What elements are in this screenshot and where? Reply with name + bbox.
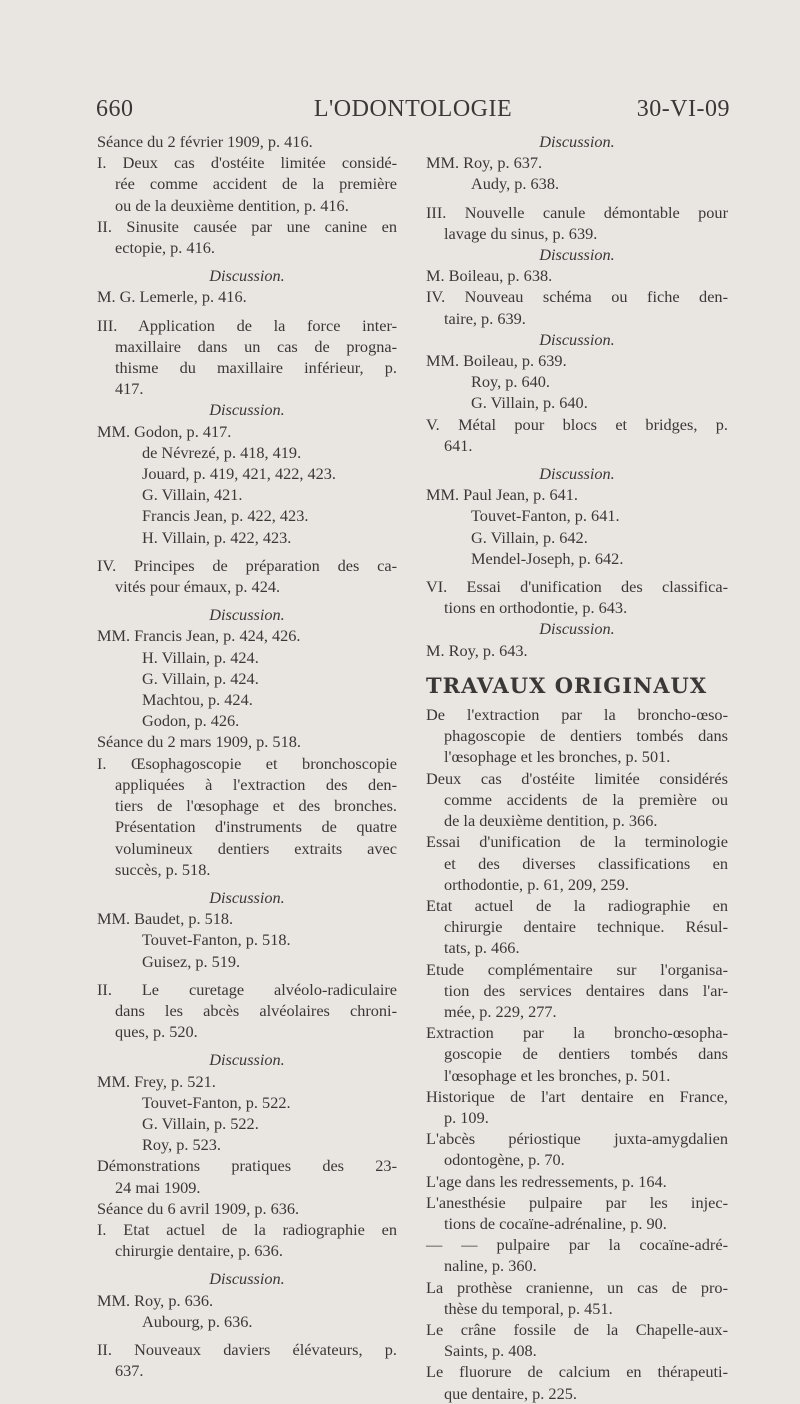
index-line: V. Métal pour blocs et bridges, p.	[426, 414, 728, 434]
index-line: ou de la deuxième dentition, p. 416.	[115, 195, 349, 215]
index-line: chirurgie dentaire, p. 636.	[115, 1241, 283, 1261]
index-line: rée comme accident de la première	[115, 174, 397, 194]
index-line: — — pulpaire par la cocaïne-adré-	[426, 1235, 728, 1255]
index-line: ques, p. 520.	[115, 1022, 198, 1042]
index-line: Guisez, p. 519.	[142, 951, 241, 971]
index-line: I. Œsophagoscopie et bronchoscopie	[97, 753, 397, 773]
index-line: MM. Godon, p. 417.	[97, 421, 232, 441]
index-line: Aubourg, p. 636.	[142, 1311, 253, 1331]
index-line: vités pour émaux, p. 424.	[115, 577, 281, 597]
index-line: 641.	[444, 435, 473, 455]
index-line: G. Villain, p. 640.	[471, 393, 588, 413]
page-number: 660	[96, 96, 134, 122]
index-line: Démonstrations pratiques des 23-	[97, 1156, 397, 1176]
index-line: H. Villain, p. 422, 423.	[142, 527, 292, 547]
index-line: III. Application de la force inter-	[97, 315, 397, 335]
index-line: De l'extraction par la broncho-œso-	[426, 705, 728, 725]
index-line: Roy, p. 523.	[142, 1135, 221, 1155]
index-line: MM. Paul Jean, p. 641.	[426, 485, 578, 505]
right-column	[426, 131, 728, 1404]
index-line: I. Etat actuel de la radiographie en	[97, 1219, 397, 1239]
index-line: MM. Francis Jean, p. 424, 426.	[97, 626, 301, 646]
index-line: Etude complémentaire sur l'organisa-	[426, 959, 728, 979]
index-line: MM. Boileau, p. 639.	[426, 351, 567, 371]
index-line: orthodontie, p. 61, 209, 259.	[444, 874, 629, 894]
index-line: phagoscopie de dentiers tombés dans	[444, 726, 728, 746]
index-line: comme accidents de la première ou	[444, 789, 728, 809]
index-line: de la deuxième dentition, p. 366.	[444, 811, 658, 831]
index-line: appliquées à l'extraction des den-	[115, 774, 397, 794]
index-line: de Névrezé, p. 418, 419.	[142, 442, 302, 462]
index-line: Roy, p. 640.	[471, 372, 550, 392]
index-line: Essai d'unification de la terminologie	[426, 832, 728, 852]
index-line: Le crâne fossile de la Chapelle-aux-	[426, 1319, 728, 1339]
index-line: mée, p. 229, 277.	[444, 1001, 557, 1021]
index-line: L'age dans les redressements, p. 164.	[426, 1171, 667, 1191]
index-line: Touvet-Fanton, p. 518.	[142, 930, 291, 950]
index-line: dans les abcès alvéolaires chroni-	[115, 1000, 397, 1020]
index-line: Mendel-Joseph, p. 642.	[471, 548, 624, 568]
index-line: MM. Baudet, p. 518.	[97, 909, 234, 929]
discussion-label: Discussion.	[209, 1269, 285, 1289]
index-line: Etat actuel de la radiographie en	[426, 895, 728, 915]
index-line: tions de cocaïne-adrénaline, p. 90.	[444, 1213, 667, 1233]
discussion-label: Discussion.	[539, 464, 615, 484]
running-header	[96, 96, 730, 136]
index-line: MM. Frey, p. 521.	[97, 1071, 216, 1091]
index-line: thisme du maxillaire inférieur, p.	[115, 358, 397, 378]
index-line: tions en orthodontie, p. 643.	[444, 598, 628, 618]
index-line: Francis Jean, p. 422, 423.	[142, 506, 309, 526]
index-line: l'œsophage et les bronches, p. 501.	[444, 747, 671, 767]
index-line: H. Villain, p. 424.	[142, 647, 259, 667]
index-line: VI. Essai d'unification des classifica-	[426, 577, 728, 597]
index-line: taire, p. 639.	[444, 308, 526, 328]
index-line: que dentaire, p. 225.	[444, 1383, 577, 1403]
index-line: tats, p. 466.	[444, 938, 520, 958]
index-line: M. G. Lemerle, p. 416.	[97, 287, 247, 307]
discussion-label: Discussion.	[209, 400, 285, 420]
index-line: Séance du 6 avril 1909, p. 636.	[97, 1198, 300, 1218]
index-line: Présentation d'instruments de quatre	[115, 817, 397, 837]
index-line: II. Sinusite causée par une canine en	[97, 216, 397, 236]
index-line: lavage du sinus, p. 639.	[444, 223, 598, 243]
index-line: l'œsophage et les bronches, p. 501.	[444, 1065, 671, 1085]
journal-title: L'ODONTOLOGIE	[313, 96, 513, 122]
index-line: Touvet-Fanton, p. 522.	[142, 1092, 291, 1112]
index-line: Le fluorure de calcium en thérapeuti-	[426, 1362, 728, 1382]
left-column	[97, 131, 397, 1381]
index-line: naline, p. 360.	[444, 1256, 537, 1276]
index-line: G. Villain, p. 522.	[142, 1113, 259, 1133]
index-line: succès, p. 518.	[115, 859, 211, 879]
discussion-label: Discussion.	[209, 605, 285, 625]
index-line: Touvet-Fanton, p. 641.	[471, 506, 620, 526]
index-line: Audy, p. 638.	[471, 174, 560, 194]
index-line: Extraction par la broncho-œsopha-	[426, 1023, 728, 1043]
index-line: G. Villain, p. 424.	[142, 668, 259, 688]
index-line: tiers de l'œsophage et des bronches.	[115, 796, 397, 816]
index-line: IV. Nouveau schéma ou fiche den-	[426, 287, 728, 307]
index-line: III. Nouvelle canule démontable pour	[426, 202, 728, 222]
index-line: Jouard, p. 419, 421, 422, 423.	[142, 464, 337, 484]
index-line: odontogène, p. 70.	[444, 1150, 565, 1170]
discussion-label: Discussion.	[539, 132, 615, 151]
discussion-label: Discussion.	[209, 887, 285, 907]
index-line: MM. Roy, p. 636.	[97, 1290, 214, 1310]
index-line: IV. Principes de préparation des ca-	[97, 555, 397, 575]
index-line: Deux cas d'ostéite limitée considérés	[426, 768, 728, 788]
index-line: 417.	[115, 379, 144, 399]
discussion-label: Discussion.	[539, 245, 615, 265]
index-line: G. Villain, p. 642.	[471, 527, 588, 547]
index-line: Machtou, p. 424.	[142, 690, 253, 710]
issue-date: 30-VI-09	[636, 96, 730, 122]
index-line: chirurgie dentaire technique. Résul-	[444, 917, 728, 937]
index-line: I. Deux cas d'ostéite limitée considé-	[97, 153, 397, 173]
index-line: II. Le curetage alvéolo-radiculaire	[97, 979, 397, 999]
index-line: Saints, p. 408.	[444, 1341, 537, 1361]
index-line: M. Boileau, p. 638.	[426, 266, 553, 286]
index-line: La prothèse cranienne, un cas de pro-	[426, 1277, 728, 1297]
index-line: L'anesthésie pulpaire par les injec-	[426, 1192, 728, 1212]
index-line: maxillaire dans un cas de progna-	[115, 336, 397, 356]
index-line: Séance du 2 février 1909, p. 416.	[97, 132, 313, 151]
discussion-label: Discussion.	[539, 329, 615, 349]
index-line: Séance du 2 mars 1909, p. 518.	[97, 732, 301, 752]
index-line: II. Nouveaux daviers élévateurs, p.	[97, 1339, 397, 1359]
index-line: thèse du temporal, p. 451.	[444, 1298, 613, 1318]
index-line: 637.	[115, 1361, 144, 1381]
index-line: et des diverses classifications en	[444, 853, 728, 873]
index-line: Historique de l'art dentaire en France,	[426, 1086, 728, 1106]
index-line: p. 109.	[444, 1107, 489, 1127]
discussion-label: Discussion.	[209, 266, 285, 286]
index-line: Godon, p. 426.	[142, 711, 240, 731]
index-line: 24 mai 1909.	[115, 1177, 201, 1197]
index-line: tion des services dentaires dans l'ar-	[444, 980, 728, 1000]
section-heading: TRAVAUX ORIGINAUX	[426, 672, 708, 698]
index-line: ectopie, p. 416.	[115, 238, 215, 258]
index-line: MM. Roy, p. 637.	[426, 153, 543, 173]
index-line: volumineux dentiers extraits avec	[115, 838, 397, 858]
index-line: goscopie de dentiers tombés dans	[444, 1044, 728, 1064]
discussion-label: Discussion.	[539, 619, 615, 639]
index-line: M. Roy, p. 643.	[426, 640, 528, 660]
discussion-label: Discussion.	[209, 1050, 285, 1070]
index-line: G. Villain, 421.	[142, 485, 243, 505]
index-line: L'abcès périostique juxta-amygdalien	[426, 1129, 728, 1149]
